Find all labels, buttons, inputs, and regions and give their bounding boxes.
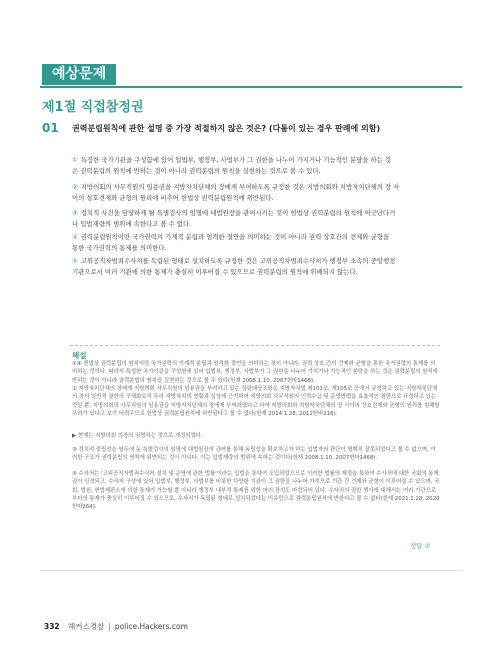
footer-brand: 해커스경찰 [68, 622, 105, 631]
choice-line: 이의 상호견제와 균형의 원리에 비추어 헌법상 권력분립원칙에 위반된다. [72, 194, 274, 202]
choice-line: 특정한 국가기관을 구성함에 있어 입법부, 행정부, 사법부가 그 권한을 나누어 가지거나 기능적인 분담을 하는 것 [80, 156, 392, 164]
choice-line: 나 입법재량의 범위에 속한다고 볼 수 없다. [72, 220, 192, 228]
choice-line: 지방의회의 사무직원의 임용권을 지방자치단체의 장에게 부여하도록 규정한 것은 지방의회와 지방자치단체의 장 사 [80, 183, 400, 191]
explanation-paragraph: ⑤ 수사처는 '고위공직자범죄수사처 설치 및 운영에 관한 법률'이라는 입법을 통하여 도입되었으므로 이러한 법률의 제정을 통하여 수사처에 대한 국회의 통제권이 인정되고, 수사처 구성에 있어 입법부, 행정부, 사법부를 비롯한 다양한 기관이 그 권한을 나누어 가지므로 기관 간 견제와 균형이 이루어질 수 있으며, 국회, 법원, 헌법재판소에 의한 통제가 가능할 뿐 아니라 행정부 내부적 통제를 위한 여러 장치도 마련되어 있다. 수사처의 권한 행사에 대해서는 여러 기관으로부터의 통제가 충실히 이루어질 수 있으므로, 수사처가 독립된 형태로 설치되었다는 이유만으로 권력분립원칙에 반한다고 볼 수 없다(헌재 2021.1.28, 2020헌마264). [72, 471, 440, 511]
choice-item [72, 232, 442, 254]
choice-line: 통한 국가권력의 통제를 의미한다. [72, 244, 167, 252]
section-badge: 예상문제 [42, 64, 116, 85]
question-text: 권력분립원칙에 관한 설명 중 가장 적절하지 않은 것은? (다툼이 있는 경우 판례에 의함) [72, 124, 381, 133]
choice-line: 정치적 사건을 담당하게 될 특별검사의 임명에 대법원장을 관여시키는 것이 헌법상 권력분립의 원칙에 어긋난다거 [80, 209, 396, 217]
choice-item [72, 155, 442, 177]
choice-line: 은 권력분립의 원칙에 반하는 것이 아니라 권력분립의 원칙을 실현하는 것으로 볼 수 있다. [72, 167, 321, 175]
question-number: 01 [42, 121, 59, 135]
choice-line: 고위공직자범죄수사처를 독립된 형태로 설치하도록 규정한 것은 고위공직자범죄수사처가 행정부 소속의 중앙행정 [80, 257, 396, 265]
explanation-paragraph: ①④ 헌법상 권력분립의 원칙이란 국가권력의 기계적 분립과 엄격한 절연을 의미하는 것이 아니라, 권력 상호 간의 견제와 균형을 통한 국가권력의 통제를 의미하는 것이다. 따라서 특정한 국가기관을 구성함에 있어 입법부, 행정부, 사법부가 그 권한을 나누어 가지거나 기능적인 분담을 하는 것은 권력분립의 원칙에 반하는 것이 아니라 권력분립의 원칙을 실현하는 것으로 볼 수 있다(헌재 2008.1.10, 2007헌마1468). [72, 361, 438, 384]
page-number: 332 [44, 622, 60, 631]
chapter-title: 제1절 직접참정권 [42, 100, 144, 115]
footer-divider [40, 570, 462, 571]
choice-line: 권력분립원칙이란 국가권력의 기계적 분립과 엄격한 절연을 의미하는 것이 아니라 권력 상호간의 견제와 균형을 [80, 233, 390, 241]
answer-label: 정답 ② [410, 542, 431, 550]
choice-number: ⑤ [72, 257, 78, 265]
choice-number: ② [72, 183, 78, 191]
choice-number: ④ [72, 233, 78, 241]
explanation-paragraph: ③ 정치적 중립성을 염두에 둔 특별검사의 임명에 대법원장의 관여를 통해 독립성을 확보하고자 하는 입법자의 판단이 명백히 잘못되었다고 볼 수 없으며, 이러한 구조가 권력분립의 원칙에 위반되는 것이 아니다. 이는 입법재량의 범위에 속하는 것이다(헌재 2008.1.10, 2007헌마1468). [72, 447, 436, 462]
explanation-title: 해설 [72, 351, 87, 360]
footer-url: police.Hackers.com [114, 622, 188, 631]
header-divider [40, 86, 462, 88]
choice-item [72, 256, 442, 278]
explanation-paragraph: ② 지방자치단체의 장에게 지방의회 사무직원의 임용권을 부여하고 있는 심판대상조항은 지방자치법 제101조, 제105조 등에서 규정하고 있는 지방자치단체의 장의 일반적 권한의 구체화로서 우리 지방자치의 현황과 실상에 근거하여 지방의회 사무직원의 인력수급 및 운영방법을 효율적인 권한으로 규정하고 있는 것일 뿐, 지방의회의 사무직원의 임용권을 지방자치단체의 장에게 부여하였다고 하여 지방의회와 지방자치단체의 장 사이의 상호견제와 균형의 원리를 침해할 우려가 있다고 보기 어려우므로 헌법상 권력분립원칙에 위반된다고 볼 수 없다(헌재 2014.1.28, 2012헌바216). [72, 386, 440, 417]
explanation-paragraph: ▶ 현재는 지방의회 의장의 임명하는 것으로 개정되었다. [72, 433, 203, 439]
choice-item [72, 208, 442, 230]
choice-number: ① [72, 156, 78, 164]
page-footer: 332 해커스경찰 | police.Hackers.com [44, 622, 188, 631]
choice-item [72, 182, 442, 204]
choice-number: ③ [72, 209, 78, 217]
choice-line: 기관으로서 여러 기관에 의한 통제가 충실히 이루어질 수 있으므로 권력분립의 원칙에 위배되지 않는다. [72, 268, 358, 276]
